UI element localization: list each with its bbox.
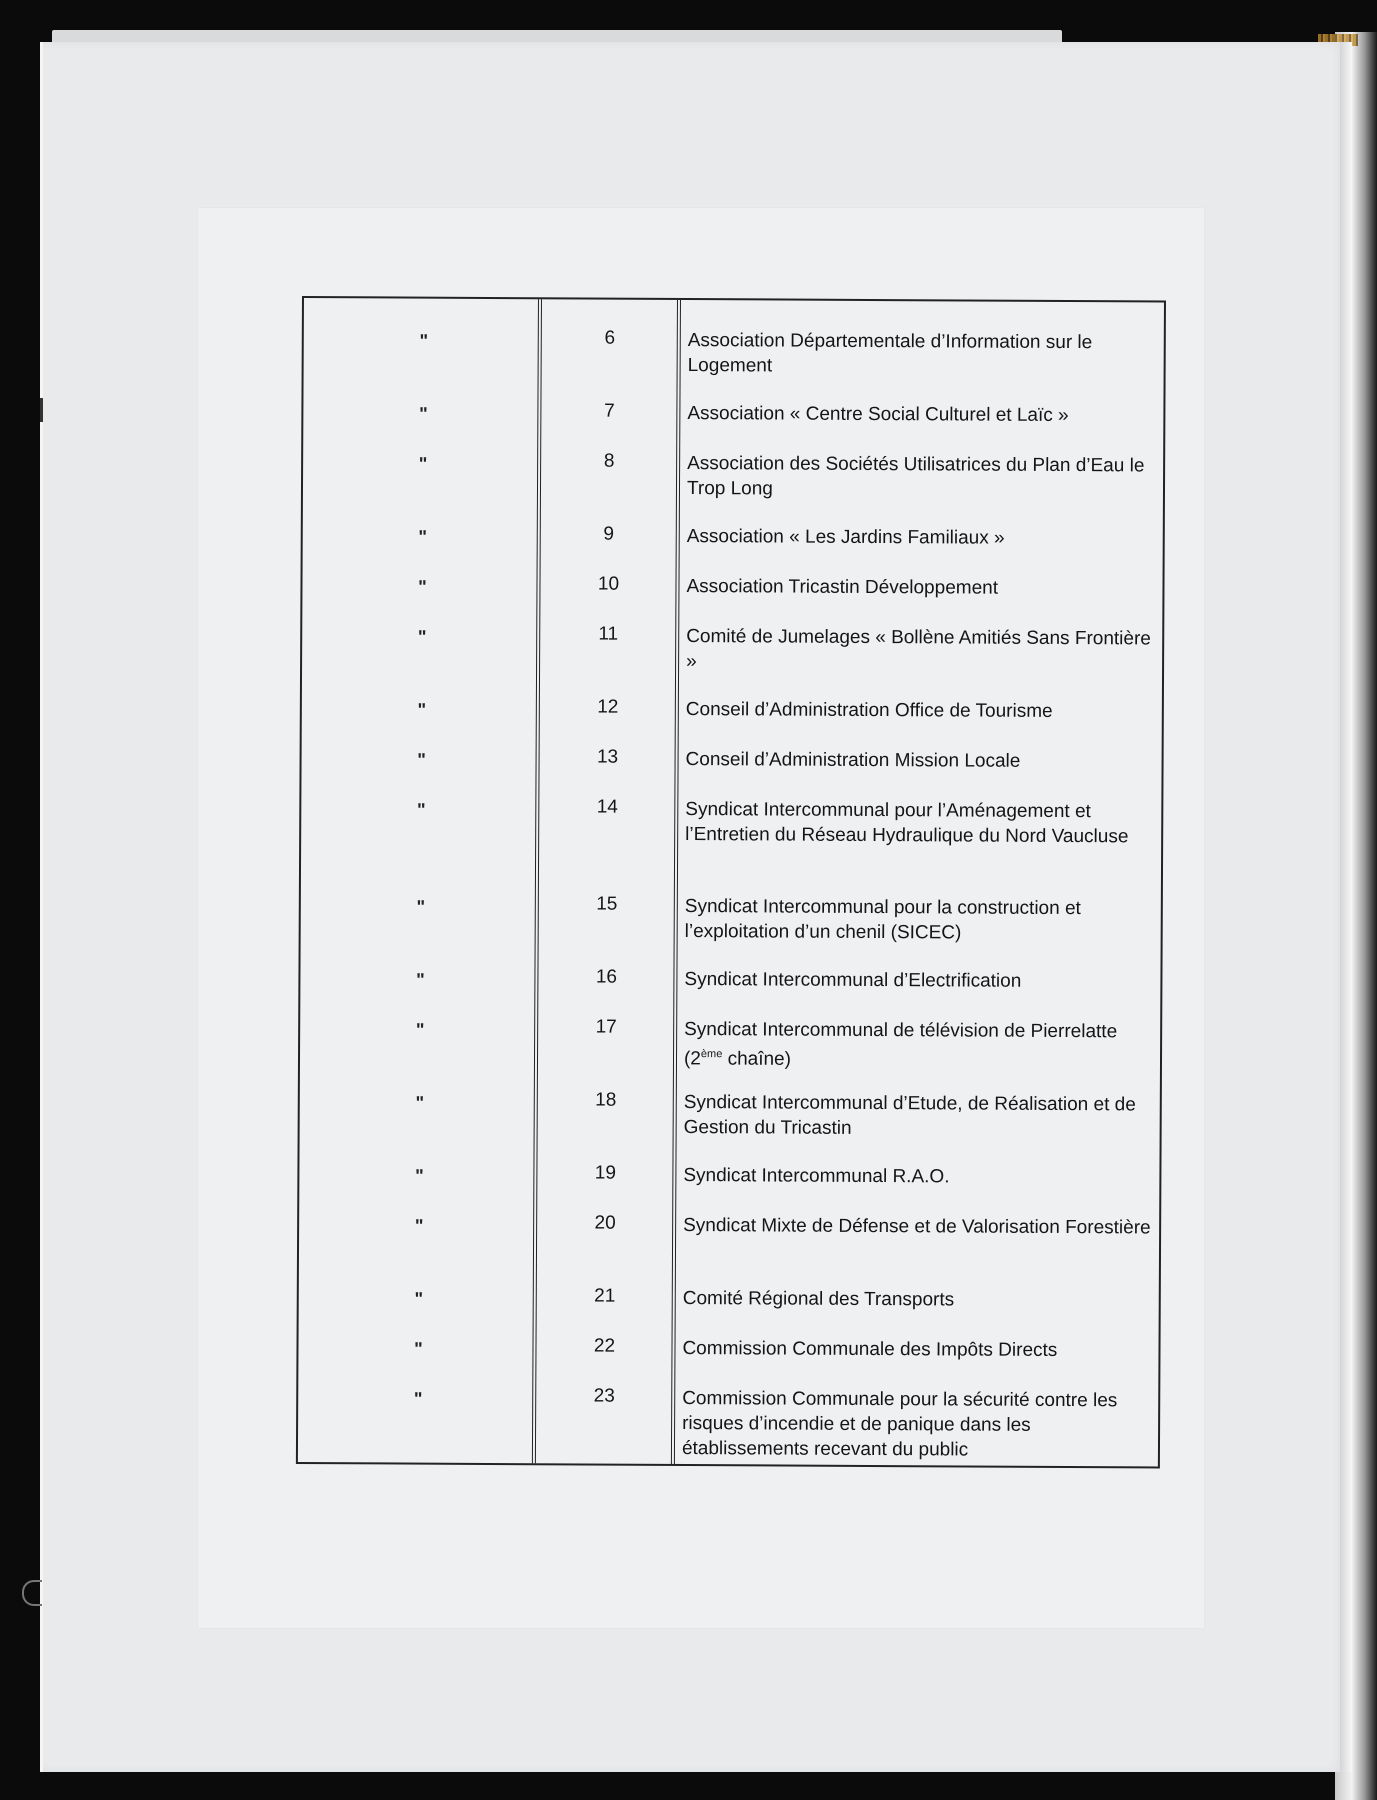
row-number: 7 [604, 400, 615, 422]
table-row [298, 1384, 1158, 1461]
ditto-mark: " [416, 799, 426, 820]
row-description: Syndicat Intercommunal pour l’Aménagement et l’Entretien du Réseau Hydraulique du Nord Vaucluse [685, 799, 1129, 848]
table-row [303, 572, 1163, 599]
ditto-mark: " [416, 896, 426, 917]
ditto-mark: " [418, 526, 428, 547]
ditto-mark: " [417, 749, 426, 770]
ditto-mark: " [414, 1215, 424, 1236]
row-description: Comité Régional des Transports [682, 1288, 955, 1311]
table-row [301, 892, 1161, 944]
ditto-mark: " [418, 576, 427, 597]
row-description: Association « Les Jardins Familiaux » [686, 526, 1005, 549]
row-description [684, 1017, 1154, 1074]
row-description: Association Départementale d’Information sur le Logement [687, 330, 1093, 377]
ditto-mark: " [415, 1092, 425, 1113]
ditto-mark: " [417, 699, 427, 720]
edge-mark [40, 398, 43, 422]
row-number: 12 [597, 696, 619, 718]
ditto-mark: " [414, 1288, 424, 1309]
row-description: Conseil d’Administration Office de Tourisme [685, 699, 1053, 722]
row-description: Commission Communale des Impôts Directs [682, 1338, 1058, 1361]
row-description: Association Tricastin Développement [686, 576, 999, 599]
ditto-mark: " [416, 969, 425, 990]
table-row [302, 622, 1162, 673]
ditto-mark: " [415, 1019, 425, 1040]
table-row [299, 1161, 1159, 1188]
ditto-mark: " [417, 626, 427, 647]
row-description: Association des Sociétés Utilisatrices du Plan d’Eau le Trop Long [686, 453, 1145, 500]
row-description-text: chaîne) [722, 1048, 792, 1070]
table-row [300, 1088, 1160, 1139]
row-number: 23 [593, 1385, 615, 1407]
table-row [300, 965, 1160, 992]
row-number: 8 [603, 450, 615, 472]
row-description: Conseil d’Administration Mission Locale [685, 749, 1021, 772]
row-number: 17 [595, 1016, 617, 1038]
row-description: Association « Centre Social Culturel et Laïc » [687, 403, 1069, 427]
ditto-mark: " [413, 1388, 423, 1409]
table-row [299, 1284, 1159, 1311]
row-number: 6 [604, 327, 616, 349]
row-number: 20 [594, 1212, 616, 1234]
row-description: Syndicat Intercommunal pour la construction et l’exploitation d’un chenil (SICEC) [684, 896, 1081, 944]
table-row [299, 1211, 1159, 1239]
table-row [303, 449, 1163, 500]
row-description: Syndicat Intercommunal R.A.O. [683, 1165, 950, 1188]
ditto-mark: " [418, 453, 428, 474]
table-row [300, 1015, 1160, 1070]
table-row [302, 745, 1162, 772]
row-number: 16 [595, 966, 618, 988]
row-description: Syndicat Intercommunal d’Etude, de Réalisation et de Gestion du Tricastin [683, 1092, 1136, 1139]
table-row [302, 695, 1162, 722]
ditto-mark: " [419, 330, 429, 351]
table-row [299, 1334, 1159, 1361]
row-number: 19 [594, 1162, 617, 1184]
page-fold [1340, 42, 1352, 1772]
row-description: Commission Communale pour la sécurité contre les risques d’incendie et de panique dans les établissements recevant du public [681, 1388, 1118, 1461]
table-row [303, 522, 1163, 549]
binder-ring [22, 1580, 42, 1606]
table-row [303, 399, 1163, 427]
table-row [304, 326, 1164, 377]
members-table [296, 296, 1166, 1469]
row-number: 13 [596, 746, 619, 768]
row-number: 15 [596, 893, 618, 915]
row-number: 11 [598, 623, 619, 645]
row-number: 14 [596, 796, 618, 818]
row-number: 18 [595, 1089, 617, 1111]
ditto-mark: " [419, 403, 428, 424]
superscript: ème [700, 1048, 723, 1061]
row-number: 10 [597, 573, 620, 595]
row-description: Syndicat Mixte de Défense et de Valorisation Forestière [683, 1215, 1151, 1239]
row-number: 9 [603, 523, 615, 545]
row-description: Comité de Jumelages « Bollène Amitiés Sans Frontière » [686, 626, 1151, 673]
row-number: 22 [593, 1335, 616, 1357]
table-row [301, 795, 1161, 848]
ditto-mark: " [415, 1165, 424, 1186]
column-divider [671, 300, 681, 1464]
row-description-text: Syndicat Intercommunal de télévision de Pierrelatte (2 [683, 1019, 1118, 1070]
row-description: Syndicat Intercommunal d’Electrification [684, 969, 1022, 992]
ditto-mark: " [414, 1338, 423, 1359]
row-number: 21 [594, 1285, 616, 1307]
